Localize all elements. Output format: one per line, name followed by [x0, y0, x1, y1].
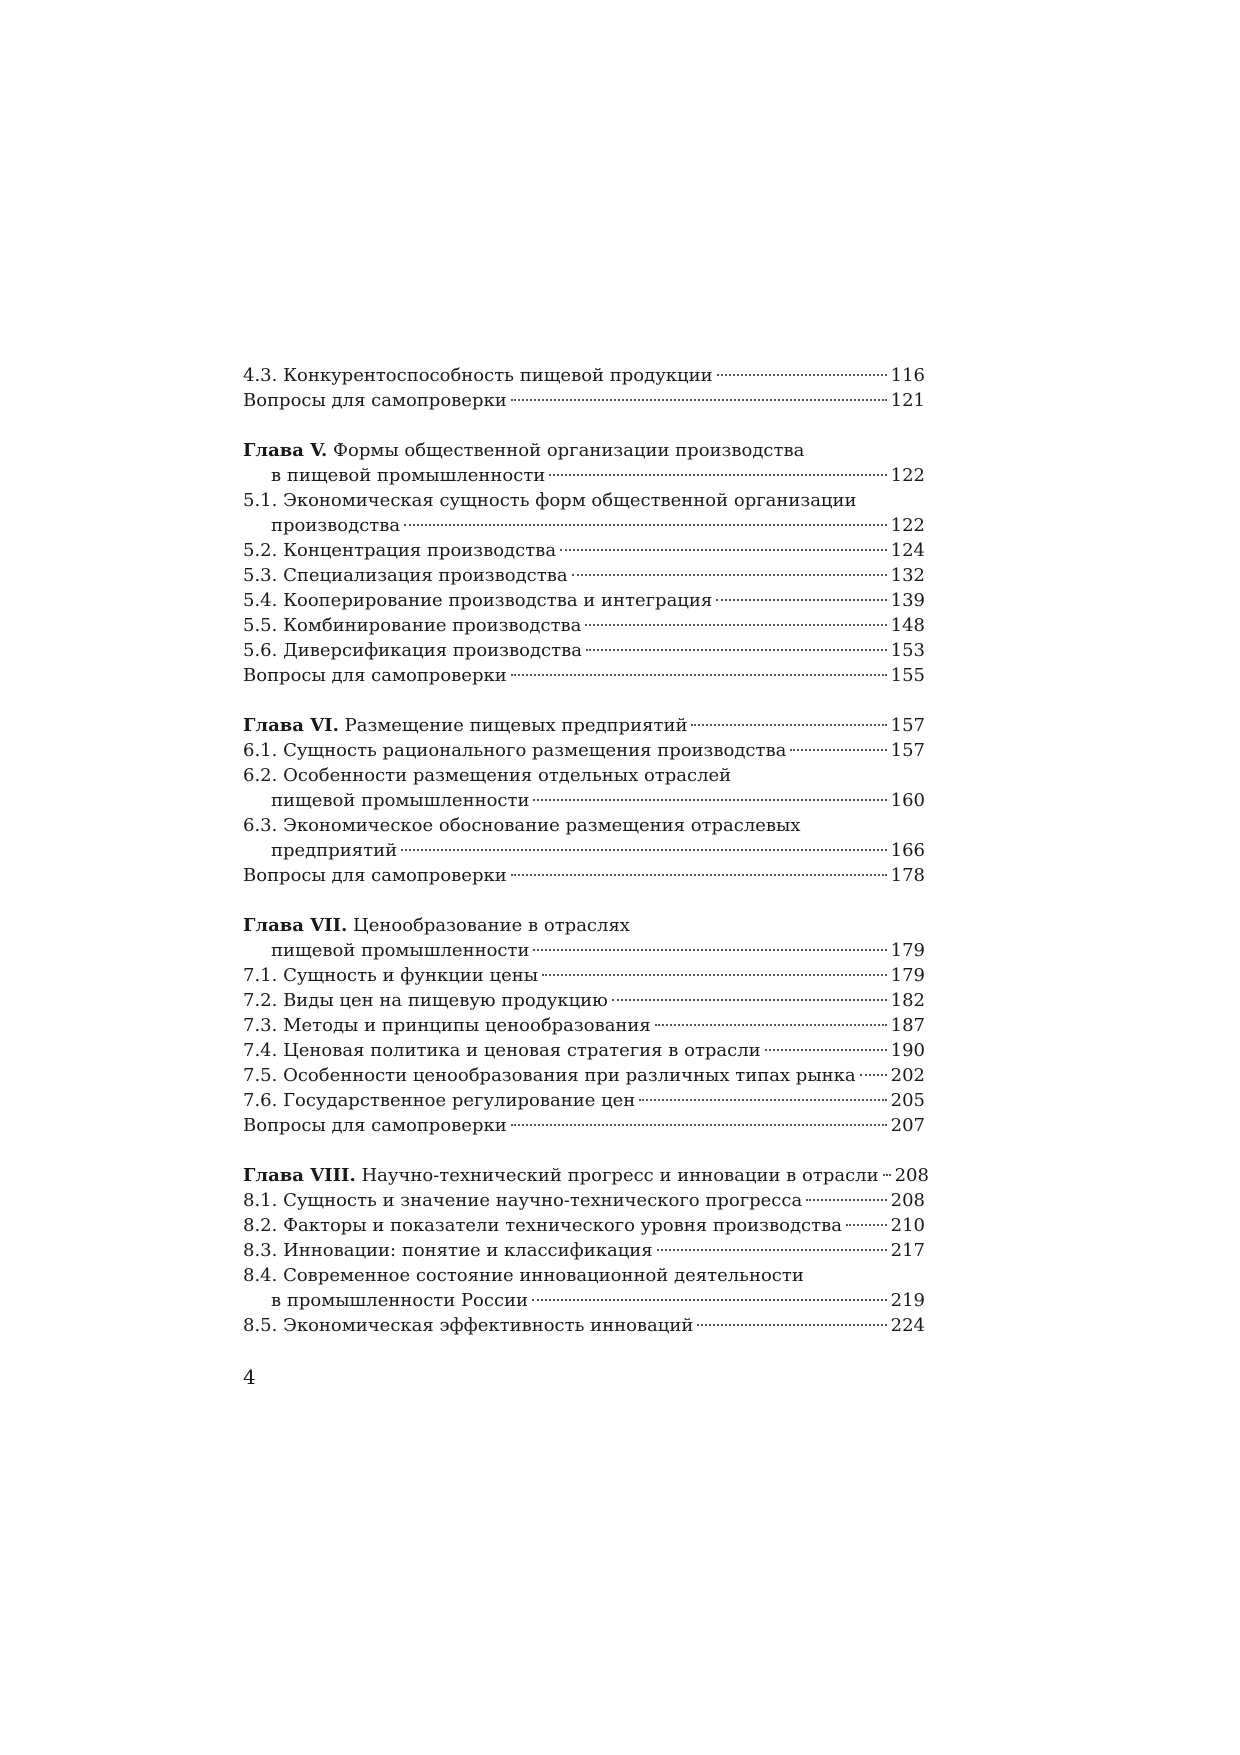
dot-leader	[655, 1024, 887, 1026]
toc-entry-title: 8.4. Современное состояние инновационной деятельности	[243, 1265, 804, 1286]
toc-entry[interactable]	[243, 988, 925, 1013]
toc-line	[243, 538, 925, 563]
dot-leader	[586, 649, 887, 651]
toc-line	[243, 663, 925, 688]
toc-entry-title: 5.1. Экономическая сущность форм общественной организации	[243, 490, 857, 511]
toc-entry[interactable]	[243, 1088, 925, 1113]
chapter-prefix: Глава VI.	[243, 715, 339, 736]
toc-entry[interactable]	[243, 1313, 925, 1338]
toc-page-number: 210	[890, 1215, 925, 1236]
dot-leader	[716, 599, 886, 601]
toc-entry[interactable]	[243, 663, 925, 688]
dot-leader	[883, 1174, 891, 1176]
toc-entry-title: 7.4. Ценовая политика и ценовая стратегия в отрасли	[243, 1040, 761, 1061]
toc-page-number: 178	[890, 865, 925, 886]
toc-line	[243, 988, 925, 1013]
toc-entry[interactable]	[243, 863, 925, 888]
toc-line	[243, 788, 925, 813]
dot-leader	[639, 1099, 886, 1101]
toc-entry-title: 5.6. Диверсификация производства	[243, 640, 582, 661]
dot-leader	[511, 399, 887, 401]
toc-entry-title: 6.3. Экономическое обоснование размещения отраслевых	[243, 815, 801, 836]
toc-entry[interactable]	[243, 588, 925, 613]
toc-line	[243, 638, 925, 663]
dot-leader	[790, 749, 886, 751]
toc-page-number: 207	[890, 1115, 925, 1136]
toc-entry-title: в промышленности России	[271, 1290, 529, 1311]
toc-page-number: 157	[890, 740, 925, 761]
toc-line	[243, 738, 925, 763]
toc-entry-title: Глава V. Формы общественной организации производства	[243, 440, 805, 461]
toc-entry[interactable]	[243, 1038, 925, 1063]
toc-entry-title: Глава VI. Размещение пищевых предприятий	[243, 715, 688, 736]
toc-line	[243, 913, 925, 938]
chapter-prefix: Глава VII.	[243, 915, 348, 936]
toc-entry-title: 6.1. Сущность рационального размещения производства	[243, 740, 787, 761]
toc-page-number: 202	[890, 1065, 925, 1086]
toc-page-number: 208	[890, 1190, 925, 1211]
dot-leader	[806, 1199, 886, 1201]
toc-line	[243, 488, 925, 513]
dot-leader	[511, 674, 887, 676]
toc-entry[interactable]	[243, 388, 925, 413]
toc-page-number: 132	[890, 565, 925, 586]
toc-entry-title: 7.3. Методы и принципы ценообразования	[243, 1015, 651, 1036]
toc-line	[243, 813, 925, 838]
toc-entry-title: 8.2. Факторы и показатели технического уровня производства	[243, 1215, 842, 1236]
toc-chapter-entry[interactable]	[243, 913, 925, 963]
toc-entry[interactable]	[243, 363, 925, 388]
toc-line	[243, 963, 925, 988]
dot-leader	[697, 1324, 886, 1326]
toc-entry[interactable]	[243, 538, 925, 563]
toc-page-number: 155	[890, 665, 925, 686]
toc-entry-title: 5.3. Специализация производства	[243, 565, 568, 586]
toc-page-number: 139	[890, 590, 925, 611]
dot-leader	[765, 1049, 887, 1051]
toc-entry[interactable]	[243, 738, 925, 763]
toc-page-number: 217	[890, 1240, 925, 1261]
toc-page-number: 122	[890, 515, 925, 536]
toc-entry-title: Вопросы для самопроверки	[243, 865, 507, 886]
toc-entry[interactable]	[243, 1188, 925, 1213]
toc-entry[interactable]	[243, 488, 925, 538]
toc-line	[243, 1188, 925, 1213]
toc-line	[243, 863, 925, 888]
toc-entry-title: Глава VIII. Научно-технический прогресс и инновации в отрасли	[243, 1165, 879, 1186]
toc-line	[243, 1113, 925, 1138]
toc-line	[243, 613, 925, 638]
toc-page-number: 219	[890, 1290, 925, 1311]
dot-leader	[572, 574, 887, 576]
dot-leader	[542, 974, 887, 976]
dot-leader	[532, 1299, 887, 1301]
toc-page-number: 166	[890, 840, 925, 861]
toc-entry-title: 4.3. Конкурентоспособность пищевой продукции	[243, 365, 713, 386]
toc-line	[243, 1288, 925, 1313]
toc-line	[243, 513, 925, 538]
section-gap	[243, 688, 925, 713]
toc-page-number: 148	[890, 615, 925, 636]
dot-leader	[533, 799, 886, 801]
toc-entry-title: Вопросы для самопроверки	[243, 1115, 507, 1136]
toc-entry-title: 7.6. Государственное регулирование цен	[243, 1090, 636, 1111]
toc-entry[interactable]	[243, 613, 925, 638]
toc-line	[243, 363, 925, 388]
toc-line	[243, 938, 925, 963]
toc-entry-title: 7.5. Особенности ценообразования при различных типах рынка	[243, 1065, 856, 1086]
toc-entry-title: 5.4. Кооперирование производства и интеграция	[243, 590, 713, 611]
toc-entry[interactable]	[243, 1263, 925, 1313]
dot-leader	[401, 849, 887, 851]
toc-line	[243, 713, 925, 738]
toc-page-number: 179	[890, 940, 925, 961]
toc-page-number: 224	[890, 1315, 925, 1336]
toc-entry[interactable]	[243, 963, 925, 988]
dot-leader	[511, 1124, 887, 1126]
toc-entry-title: Глава VII. Ценообразование в отраслях	[243, 915, 630, 936]
toc-line	[243, 388, 925, 413]
toc-line	[243, 1213, 925, 1238]
toc-page-number: 208	[894, 1165, 929, 1186]
toc-line	[243, 1063, 925, 1088]
toc-chapter-entry[interactable]	[243, 1163, 929, 1188]
table-of-contents	[243, 363, 929, 1338]
toc-entry-title: предприятий	[271, 840, 398, 861]
toc-entry-title: 5.5. Комбинирование производства	[243, 615, 582, 636]
toc-entry-title: 7.1. Сущность и функции цены	[243, 965, 539, 986]
toc-entry-title: 8.3. Инновации: понятие и классификация	[243, 1240, 653, 1261]
page-number: 4	[243, 1365, 256, 1389]
toc-entry-title: пищевой промышленности	[271, 790, 530, 811]
toc-line	[243, 563, 925, 588]
toc-entry-title: в пищевой промышленности	[271, 465, 546, 486]
toc-entry-title: 5.2. Концентрация производства	[243, 540, 557, 561]
dot-leader	[560, 549, 887, 551]
toc-entry[interactable]	[243, 1013, 925, 1038]
toc-line	[243, 1038, 925, 1063]
toc-page-number: 116	[890, 365, 925, 386]
toc-chapter-entry[interactable]	[243, 438, 925, 488]
toc-entry-title: 7.2. Виды цен на пищевую продукцию	[243, 990, 608, 1011]
section-gap	[243, 413, 925, 438]
dot-leader	[511, 874, 887, 876]
toc-entry-title: 6.2. Особенности размещения отдельных отраслей	[243, 765, 732, 786]
toc-page-number: 122	[890, 465, 925, 486]
toc-line	[243, 1013, 925, 1038]
toc-page-number: 124	[890, 540, 925, 561]
dot-leader	[404, 524, 887, 526]
toc-page-number: 153	[890, 640, 925, 661]
toc-entry[interactable]	[243, 1063, 925, 1088]
toc-line	[243, 1088, 925, 1113]
toc-page-number: 157	[890, 715, 925, 736]
toc-line	[243, 438, 925, 463]
dot-leader	[549, 474, 886, 476]
toc-entry[interactable]	[243, 1238, 925, 1263]
toc-page-number: 160	[890, 790, 925, 811]
toc-entry[interactable]	[243, 763, 925, 813]
chapter-prefix: Глава V.	[243, 440, 328, 461]
toc-line	[243, 1263, 925, 1288]
section-gap	[243, 1138, 925, 1163]
dot-leader	[533, 949, 886, 951]
toc-entry[interactable]	[243, 638, 925, 663]
toc-page-number: 187	[890, 1015, 925, 1036]
toc-entry-title: Вопросы для самопроверки	[243, 665, 507, 686]
dot-leader	[846, 1224, 887, 1226]
toc-page-number: 179	[890, 965, 925, 986]
toc-page-number: 182	[890, 990, 925, 1011]
toc-line	[243, 1238, 925, 1263]
toc-entry-title: 8.1. Сущность и значение научно-технического прогресса	[243, 1190, 803, 1211]
toc-page-number: 205	[890, 1090, 925, 1111]
toc-entry-title: производства	[271, 515, 401, 536]
toc-line	[243, 588, 925, 613]
dot-leader	[612, 999, 887, 1001]
toc-entry[interactable]	[243, 1213, 925, 1238]
toc-chapter-entry[interactable]	[243, 713, 925, 738]
toc-line	[243, 838, 925, 863]
toc-line	[243, 463, 925, 488]
dot-leader	[691, 724, 886, 726]
toc-entry[interactable]	[243, 813, 925, 863]
dot-leader	[860, 1074, 887, 1076]
toc-entry-title: 8.5. Экономическая эффективность инноваций	[243, 1315, 694, 1336]
toc-line	[243, 1313, 925, 1338]
dot-leader	[717, 374, 887, 376]
toc-page-number: 121	[890, 390, 925, 411]
chapter-prefix: Глава VIII.	[243, 1165, 356, 1186]
toc-entry-title: Вопросы для самопроверки	[243, 390, 507, 411]
toc-entry-title: пищевой промышленности	[271, 940, 530, 961]
dot-leader	[585, 624, 886, 626]
toc-line	[243, 1163, 929, 1188]
section-gap	[243, 888, 925, 913]
toc-line	[243, 763, 925, 788]
toc-page-number: 190	[890, 1040, 925, 1061]
dot-leader	[657, 1249, 887, 1251]
toc-entry[interactable]	[243, 563, 925, 588]
toc-entry[interactable]	[243, 1113, 925, 1138]
